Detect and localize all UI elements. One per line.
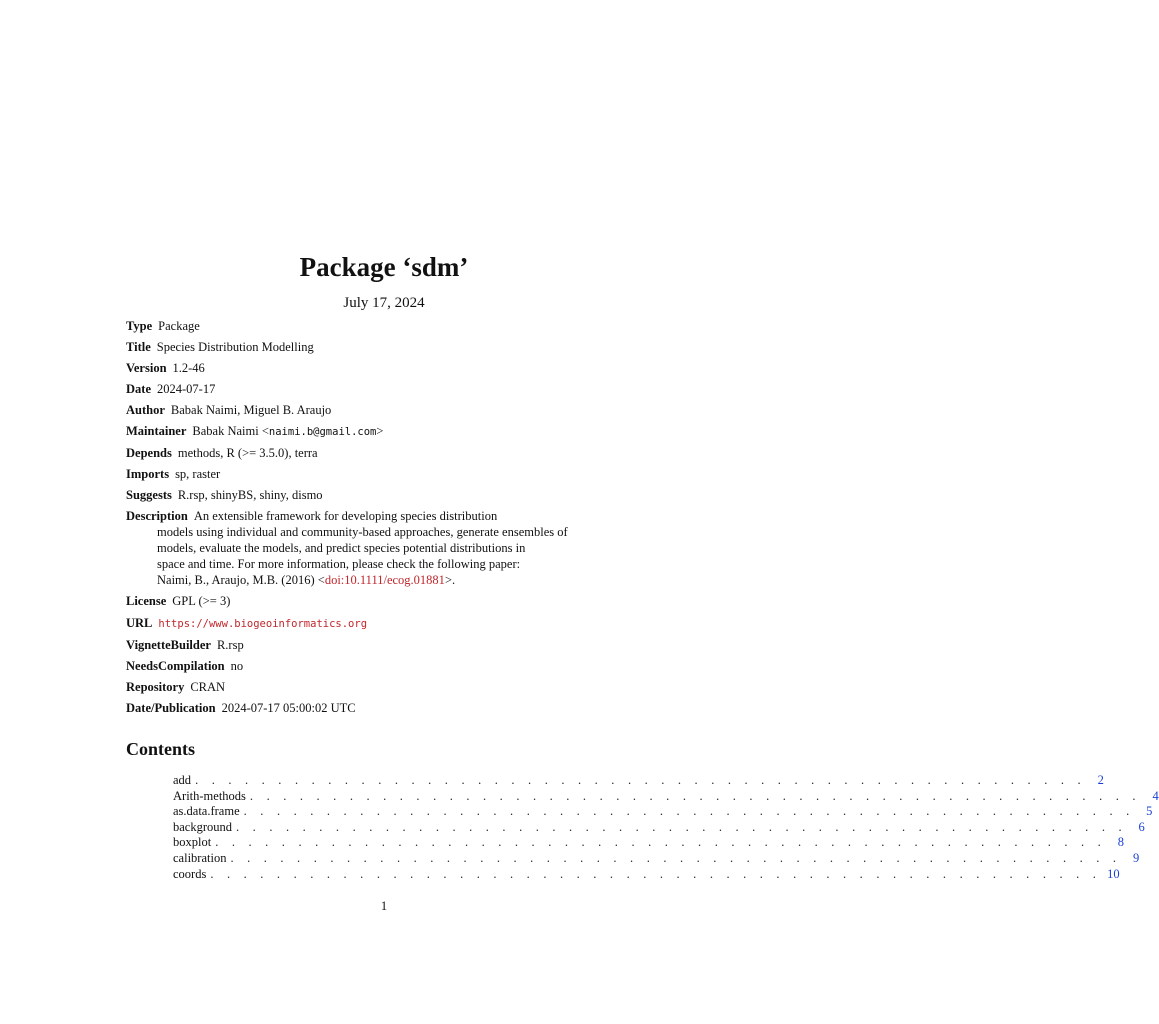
field-value: Babak Naimi, Miguel B. Araujo [170,403,332,417]
field-key: Suggests [126,488,172,502]
page-number: 1 [380,899,388,913]
citation-suffix: >. [444,573,456,587]
toc-entry[interactable] [173,773,1104,789]
field-value: 2024-07-17 [157,382,216,396]
description-line: models using individual and community-based approaches, generate ensembles of [157,525,568,539]
field-value: methods, R (>= 3.5.0), terra [177,446,318,460]
field-depends [126,445,646,461]
package-date: July 17, 2024 [343,295,425,311]
toc-entry-name: as.data.frame [173,804,240,819]
field-key: Repository [126,680,185,694]
toc-page-link[interactable]: 6 [1138,819,1145,834]
field-key: URL [126,616,153,630]
field-value: Package [158,319,200,333]
field-value: sp, raster [175,467,221,481]
toc-entry[interactable] [173,804,1153,820]
field-key: Type [126,319,153,333]
field-value: 1.2-46 [172,361,205,375]
toc-page-link[interactable]: 2 [1097,773,1104,787]
field-key: Depends [126,446,172,460]
field-license [126,593,646,609]
toc-entry-name: boxplot [173,835,212,850]
toc-leader-dots: . . . . . . . . . . . . . . . . . . . . . . . . . . . . . . . . . . . . . . . . . . . . . . . . . . . . . . [243,804,1135,819]
field-value: CRAN [190,680,226,694]
toc-entry[interactable] [173,850,1140,867]
field-key: Imports [126,467,170,481]
toc-leader-dots: . . . . . . . . . . . . . . . . . . . . . . . . . . . . . . . . . . . . . . . . . . . . . . . . . . . . . . [236,819,1127,834]
toc-page-link[interactable]: 8 [1117,835,1124,850]
field-description [126,508,646,588]
field-value: Species Distribution Modelling [156,340,314,354]
toc-leader-dots: . . . . . . . . . . . . . . . . . . . . . . . . . . . . . . . . . . . . . . . . . . . . . . . . . . . . . . [249,788,1141,803]
toc-page-link[interactable]: 10 [1107,866,1120,881]
toc-page-link[interactable]: 9 [1132,850,1140,865]
toc-entry-name: calibration [173,850,227,865]
toc-entry[interactable] [173,835,1124,851]
toc-entry-name: background [173,819,233,834]
field-suggests [126,487,646,503]
field-repository [126,679,646,695]
field-key: VignetteBuilder [126,638,211,652]
field-url [126,615,646,632]
description-line [126,508,646,524]
field-value: An extensible framework for developing species distribution [193,509,498,523]
field-title [126,339,646,355]
field-key: License [126,594,167,608]
field-date-publication [126,700,646,716]
field-key: Title [126,340,151,354]
toc-entry[interactable] [173,788,1159,805]
field-value: R.rsp, shinyBS, shiny, dismo [177,488,323,502]
field-author [126,402,646,418]
toc-leader-dots: . . . . . . . . . . . . . . . . . . . . . . . . . . . . . . . . . . . . . . . . . . . . . . . . . . . . . . [210,866,1102,881]
description-line: space and time. For more information, please check the following paper: [157,557,521,571]
field-value-suffix: > [376,424,384,438]
contents-heading: Contents [126,739,196,759]
field-needs-compilation [126,658,646,674]
package-title: Package ‘sdm’ [299,252,469,282]
field-value: no [230,659,244,673]
field-date [126,381,646,397]
maintainer-email: naimi.b@gmail.com [268,426,377,438]
citation-text: Naimi, B., Araujo, M.B. (2016) < [157,573,325,587]
description-line [126,572,646,588]
toc-entry[interactable] [173,819,1145,836]
toc-leader-dots: . . . . . . . . . . . . . . . . . . . . . . . . . . . . . . . . . . . . . . . . . . . . . . . . . . . . . . [215,835,1106,850]
description-fields [126,318,646,721]
field-type [126,318,646,334]
field-vignette-builder [126,637,646,653]
toc-entry-name: add [173,773,192,787]
field-key: Version [126,361,167,375]
field-value: GPL (>= 3) [172,594,231,608]
toc-entry[interactable] [173,866,1120,883]
field-key: Date [126,382,151,396]
field-version [126,360,646,376]
toc-leader-dots: . . . . . . . . . . . . . . . . . . . . . . . . . . . . . . . . . . . . . . . . . . . . . . . . . . . . . . [230,850,1122,865]
field-value: R.rsp [216,638,244,652]
toc-entry-name: coords [173,866,207,881]
toc-entry-name: Arith-methods [173,788,246,803]
description-line: models, evaluate the models, and predict species potential distributions in [157,541,526,555]
field-key: Description [126,509,188,523]
toc-page-link[interactable]: 5 [1146,804,1153,819]
field-value: 2024-07-17 05:00:02 UTC [221,701,356,715]
table-of-contents [173,773,1159,882]
toc-leader-dots: . . . . . . . . . . . . . . . . . . . . . . . . . . . . . . . . . . . . . . . . . . . . . . . . . . . . . . [195,773,1086,787]
url-link[interactable]: https://www.biogeoinformatics.org [158,618,368,630]
field-key: Date/Publication [126,701,216,715]
field-maintainer [126,423,646,440]
doi-link[interactable]: doi:10.1111/ecog.01881 [324,573,445,587]
field-imports [126,466,646,482]
field-key: NeedsCompilation [126,659,225,673]
field-value: Babak Naimi < [192,424,269,438]
toc-page-link[interactable]: 4 [1152,788,1159,803]
field-key: Author [126,403,165,417]
field-key: Maintainer [126,424,187,438]
